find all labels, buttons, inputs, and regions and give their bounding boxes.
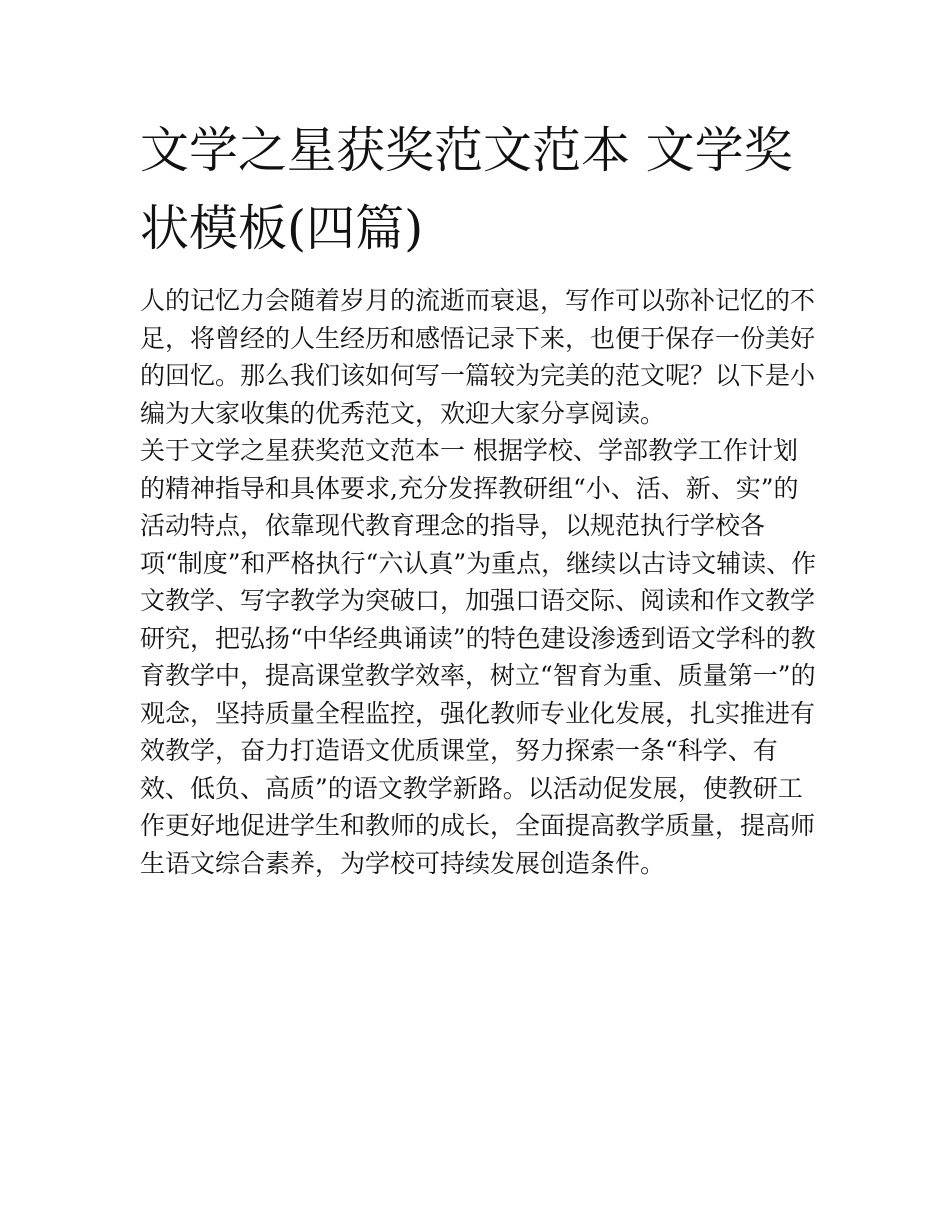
- document-title: [140, 112, 830, 268]
- title-line: 状模板(四篇): [140, 200, 424, 257]
- text-line: 编为大家收集的优秀范文，欢迎大家分享阅读。: [140, 398, 666, 428]
- text-line: 活动特点，依靠现代教育理念的指导，以规范执行学校各: [140, 511, 766, 540]
- text-line: 的精神指导和具体要求,充分发挥教研组“小、活、新、实”的: [140, 473, 799, 503]
- text-line: 项“制度”和严格执行“六认真”为重点，继续以古诗文辅读、作: [140, 548, 817, 578]
- text-line: 观念，坚持质量全程监控，强化教师专业化发展，扎实推进有: [140, 698, 816, 728]
- document-body: [140, 282, 840, 882]
- text-line: 人的记忆力会随着岁月的流逝而衰退，写作可以弥补记忆的不: [140, 286, 816, 315]
- text-line: 效、低负、高质”的语文教学新路。以活动促发展，使教研工: [140, 773, 803, 803]
- text-line: 育教学中，提高课堂教学效率，树立“智育为重、质量第一”的: [140, 661, 816, 690]
- text-line: 足，将曾经的人生经历和感悟记录下来，也便于保存一份美好: [140, 323, 816, 353]
- title-line: 文学之星获奖范文范本 文学奖: [140, 122, 793, 179]
- text-line: 生语文综合素养，为学校可持续发展创造条件。: [140, 848, 666, 878]
- main-paragraph: [140, 432, 840, 882]
- text-line: 研究，把弘扬“中华经典诵读”的特色建设渗透到语文学科的教: [140, 623, 816, 653]
- text-line: 关于文学之星获奖范文范本一 根据学校、学部教学工作计划: [140, 436, 798, 465]
- text-line: 文教学、写字教学为突破口，加强口语交际、阅读和作文教学: [140, 586, 816, 615]
- text-line: 效教学，奋力打造语文优质课堂，努力探索一条“科学、有: [140, 736, 778, 765]
- text-line: 作更好地促进学生和教师的成长，全面提高教学质量，提高师: [140, 811, 816, 840]
- intro-paragraph: [140, 282, 840, 432]
- text-line: 的回忆。那么我们该如何写一篇较为完美的范文呢？以下是小: [140, 361, 816, 390]
